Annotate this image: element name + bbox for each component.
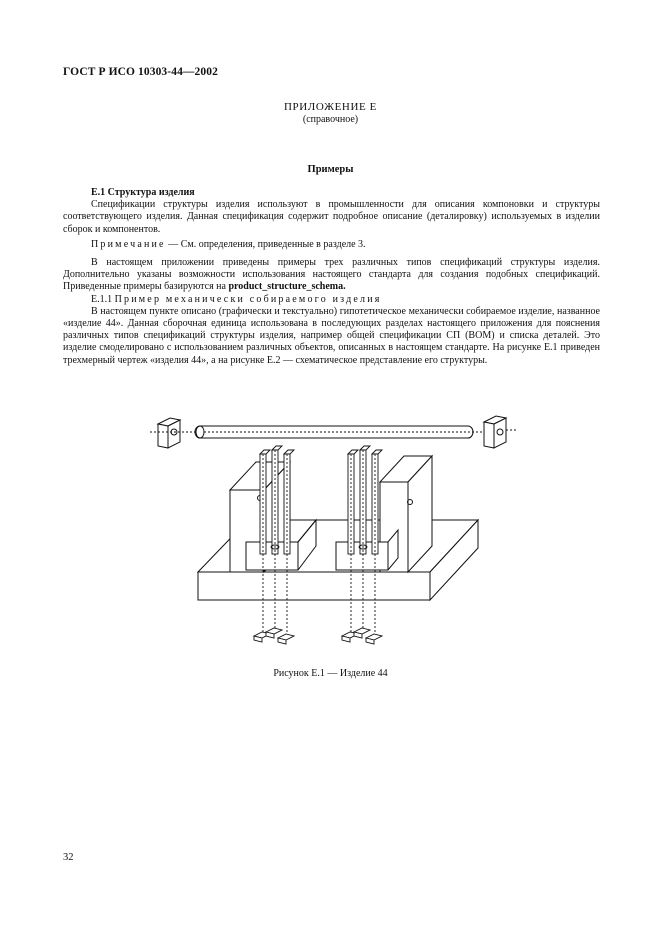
annex-subtitle: (справочное) <box>302 114 359 125</box>
rod <box>150 426 484 438</box>
subsubsection-number: Е.1.1 <box>91 293 115 305</box>
right-end-block <box>484 416 516 448</box>
paragraph-3: В настоящем пункте описано (графически и текстуально) гипотетическое механически собираемое изделие, названное «изделие 44». Данная сборочная единица использована в последующих разделах настоящего приложения для пояснения различных типов спецификаций структуры изделия, например общей спецификации СП (ВОМ) и списка деталей. Это изделие смоделировано с использованием различных объектов, описанных в настоящем стандарте. На рисунке Е.1 приведен трехмерный чертеж «изделия 44», а на рисунке Е.2 — схематическое представление его структуры. <box>63 305 600 366</box>
left-posts <box>260 446 294 632</box>
body-text-block <box>63 187 600 367</box>
note <box>63 239 600 251</box>
note-text: — См. определения, приведенные в разделе 3. <box>165 238 366 250</box>
subsubsection-heading <box>63 294 600 306</box>
page-number: 32 <box>63 852 74 863</box>
right-fasteners <box>342 628 382 644</box>
figure-caption: Рисунок Е.1 — Изделие 44 <box>273 668 388 679</box>
note-label: Примечание <box>91 238 166 250</box>
paragraph-2-text: В настоящем приложении приведены примеры трех различных типов спецификаций структуры изделия. Дополнительно указаны возможности использования настоящего стандарта для создания подобных спецификаций. Приведенные примеры базируются на <box>63 257 600 293</box>
product-44-drawing <box>148 412 518 662</box>
standard-code: ГОСТ Р ИСО 10303-44—2002 <box>63 66 218 78</box>
left-end-block <box>158 418 180 448</box>
schema-name: product_structure_schema. <box>228 281 346 293</box>
right-posts <box>348 446 382 632</box>
annex-title: ПРИЛОЖЕНИЕ Е <box>284 101 377 113</box>
section-title: Примеры <box>307 164 354 175</box>
paragraph-2 <box>63 257 600 294</box>
left-fasteners <box>254 628 294 644</box>
subsubsection-title: Пример механически собираемого изделия <box>114 293 382 305</box>
paragraph-1: Спецификации структуры изделия используют в промышленности для описания компоновки и структуры соответствующего изделия. Данная спецификация содержит подробное описание (деталировку) используемых в изделии сборок и компонентов. <box>63 199 600 235</box>
subsection-heading: Е.1 Структура изделия <box>91 187 195 198</box>
